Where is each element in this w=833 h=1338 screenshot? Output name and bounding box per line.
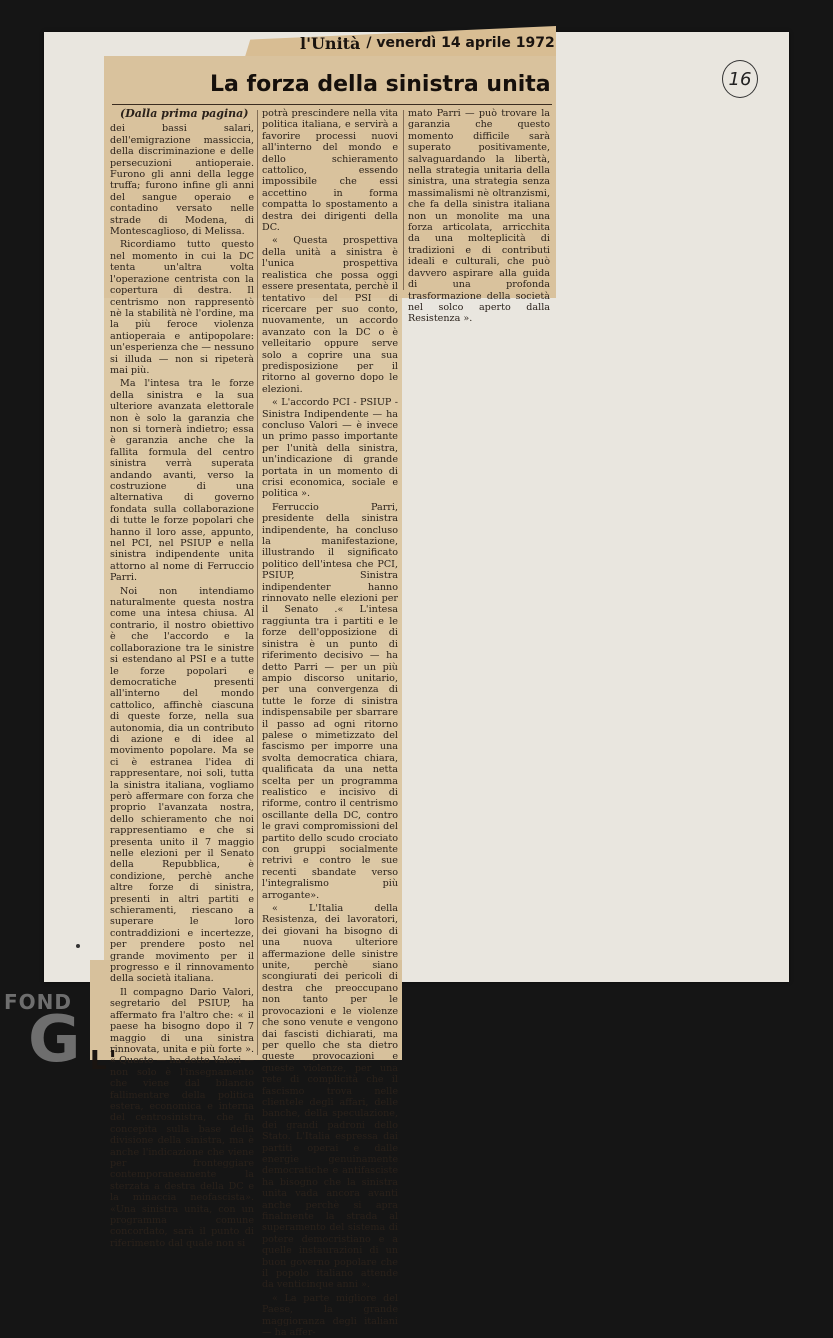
paragraph: Ricordiamo tutto questo nel momento in cui la DC tenta un'altra volta l'operazione centrista con la copertura di destra. Il centrismo non rappresentò nè la stabilità nè l'ordine, ma la più feroce violenza antioperaia e antipopolare: un'esperienza che — nessuno si illuda — non si ripeterà mai più. xyxy=(110,239,254,376)
headline-rule xyxy=(112,104,552,105)
watermark-text: FOND xyxy=(4,990,73,1014)
article-column-3 xyxy=(408,108,550,325)
next-article-fragment: L' xyxy=(90,1046,119,1076)
paragraph: potrà prescindere nella vita politica italiana, e servirà a favorire processi nuovi all'interno del mondo e dello schieramento cattolico, essendo impossibile che essi accettino in forma compatta lo spostamento a destra dei dirigenti della DC. xyxy=(262,108,398,234)
article-column-1 xyxy=(110,107,254,1249)
paragraph: « Questa prospettiva della unità a sinistra è l'unica prospettiva realistica che possa oggi essere presentata, perchè il tentativo del PSI di ricercare per suo conto, nuovamente, un accordo avanzato con la DC o è velleitario oppure serve solo a coprire una sua predisposizione per il ritorno al governo dopo le elezioni. xyxy=(262,235,398,395)
paragraph: Ma l'intesa tra le forze della sinistra e la sua ulteriore avanzata elettorale non è solo la garanzia che non si tornerà indietro; essa è garanzia anche che la fallita formula del centro sinistra verrà superata andando avanti, verso la costruzione di una alternativa di governo fondata sulla collaborazione di tutte le forze popolari che hanno il loro asse, appunto, nel PCI, nel PSIUP e nella sinistra indipendente unita attorno al nome di Ferruccio Parri. xyxy=(110,378,254,584)
paragraph: « L'Italia della Resistenza, dei lavoratori, dei giovani ha bisogno di una nuova ulteriore affermazione delle sinistre unite, perchè siano scongiurati dei pericoli di destra che preoccupano non tanto per le provocazioni e le violenze che sono venute e vengono dai fascisti dichiarati, ma per quello che sta dietro queste provocazioni e queste violenze, per una rete di complicità che il fascismo trova nelle clientele degli affari, delle banche, della speculazione, dei grandi padroni dello Stato. L'Italia espressa dai partiti operai e dalle energie genuinamente democratiche e antifasciste ha bisogno che la sinistra unita vada ancora avanti anche perchè si apra finalmente la strada al superamento del sistema di potere democristiano e a quelle instaurazioni di un buon governo popolare che il popolo italiano attende da venticinque anni ». xyxy=(262,903,398,1291)
issue-date: / venerdì 14 aprile 1972 xyxy=(366,35,555,51)
column-divider xyxy=(257,110,258,1055)
paragraph: Ferruccio Parri, presidente della sinistra indipendente, ha concluso la manifestazione, illustrando il significato politico dell'intesa che PCI, PSIUP, Sinistra indipendenter hanno rinnovato nelle elezioni per il Senato .« L'intesa raggiunta tra i partiti e le forze dell'opposizione di sinistra è un punto di riferimento decisivo — ha detto Parri — per un più ampio discorso unitario, per una convergenza di tutte le forze di sinistra indispensabile per sbarrare il passo ad ogni ritorno palese o mimetizzato del fascismo per imporre una svolta democratica chiara, qualificata da una netta scelta per un programma realistico e incisivo di riforme, contro il centrismo oscillante della DC, contro le gravi compromissioni del partito dello scudo crociato con gruppi socialmente retrivi e contro le sue recenti sbandate verso l'integralismo più arrogante». xyxy=(262,501,398,901)
paragraph: Il compagno Dario Valori, segretario del PSIUP, ha affermato fra l'altro che: « il paese ha bisogno dopo il 7 maggio di una sinistra rinnovata, unita e più forte ». « Questo — ha detto Valori — non solo è l'insegnamento che viene dal bilancio fallimentare della politica estera, economica e interna del centrosinistra, che fu concepita sulla base della divisione della sinistra, ma è anche l'indicazione che viene per fronteggiare contemporaneamente la sterzata a destra della DC e la minaccia neofascista». «Una sinistra unita, con un programma comune concordato, sarà il punto di riferimento dal quale non si xyxy=(110,986,254,1249)
watermark-logo: G xyxy=(28,1003,81,1077)
paragraph: mato Parri — può trovare la garanzia che questo momento difficile sarà superato positivamente, salvaguardando la libertà, nella strategia unitaria della sinistra, una strategia senza massimalismi nè oltranzismi, che fa della sinistra italiana non un monolite ma una forza articolata, arricchita da una molteplicità di tradizioni e di contributi ideali e culturali, che può davvero aspirare alla guida di una profonda trasformazione della società nel solco aperto dalla Resistenza ». xyxy=(408,108,550,325)
column-divider xyxy=(403,110,404,290)
article-byline: (Dalla prima pagina) xyxy=(120,107,249,120)
handwritten-page-number: 16 xyxy=(722,60,758,98)
paragraph: dei bassi salari, dell'emigrazione massiccia, della discriminazione e delle persecuzioni antioperaie. Furono gli anni della legge truffa; furono infine gli anni del sangue operaio e contadino versato nelle strade di Modena, di Montescaglioso, di Melissa. xyxy=(110,123,254,238)
article-column-2 xyxy=(262,108,398,1338)
paragraph: « La parte migliore del Paese, la grande maggioranza degli italiani — ha affer- xyxy=(262,1292,398,1338)
paragraph: Noi non intendiamo naturalmente questa nostra come una intesa chiusa. Al contrario, il nostro obiettivo è che l'accordo e la collaborazione tra le sinistre si estendano al PSI e a tutte le forze popolari e democratiche presenti all'interno del mondo cattolico, affinchè ciascuna di queste forze, nella sua autonomia, dia un contributo di azione e di idee al movimento popolare. Ma se ci è estranea l'idea di rappresentare, noi soli, tutta la sinistra italiana, vogliamo però affermare con forza che proprio l'avanzata nostra, dello schieramento che noi rappresentiamo e che si presenta unito il 7 maggio nelle elezioni per il Senato della Repubblica, è condizione, perchè anche altre forze di sinistra, presenti in altri partiti e schieramenti, riescano a superare le loro contraddizioni e incertezze, per prendere posto nel grande movimento per il progresso e il rinnovamento della società italiana. xyxy=(110,585,254,985)
article-headline: La forza della sinistra unita xyxy=(210,72,551,97)
newspaper-name: l'Unità xyxy=(300,33,361,53)
masthead xyxy=(300,30,554,56)
paragraph: « L'accordo PCI - PSIUP - Sinistra Indipendente — ha concluso Valori — è invece un primo passo importante per l'unità della sinistra, un'indicazione di grande portata in un momento di crisi economica, sociale e politica ». xyxy=(262,397,398,500)
margin-dot xyxy=(76,944,80,948)
